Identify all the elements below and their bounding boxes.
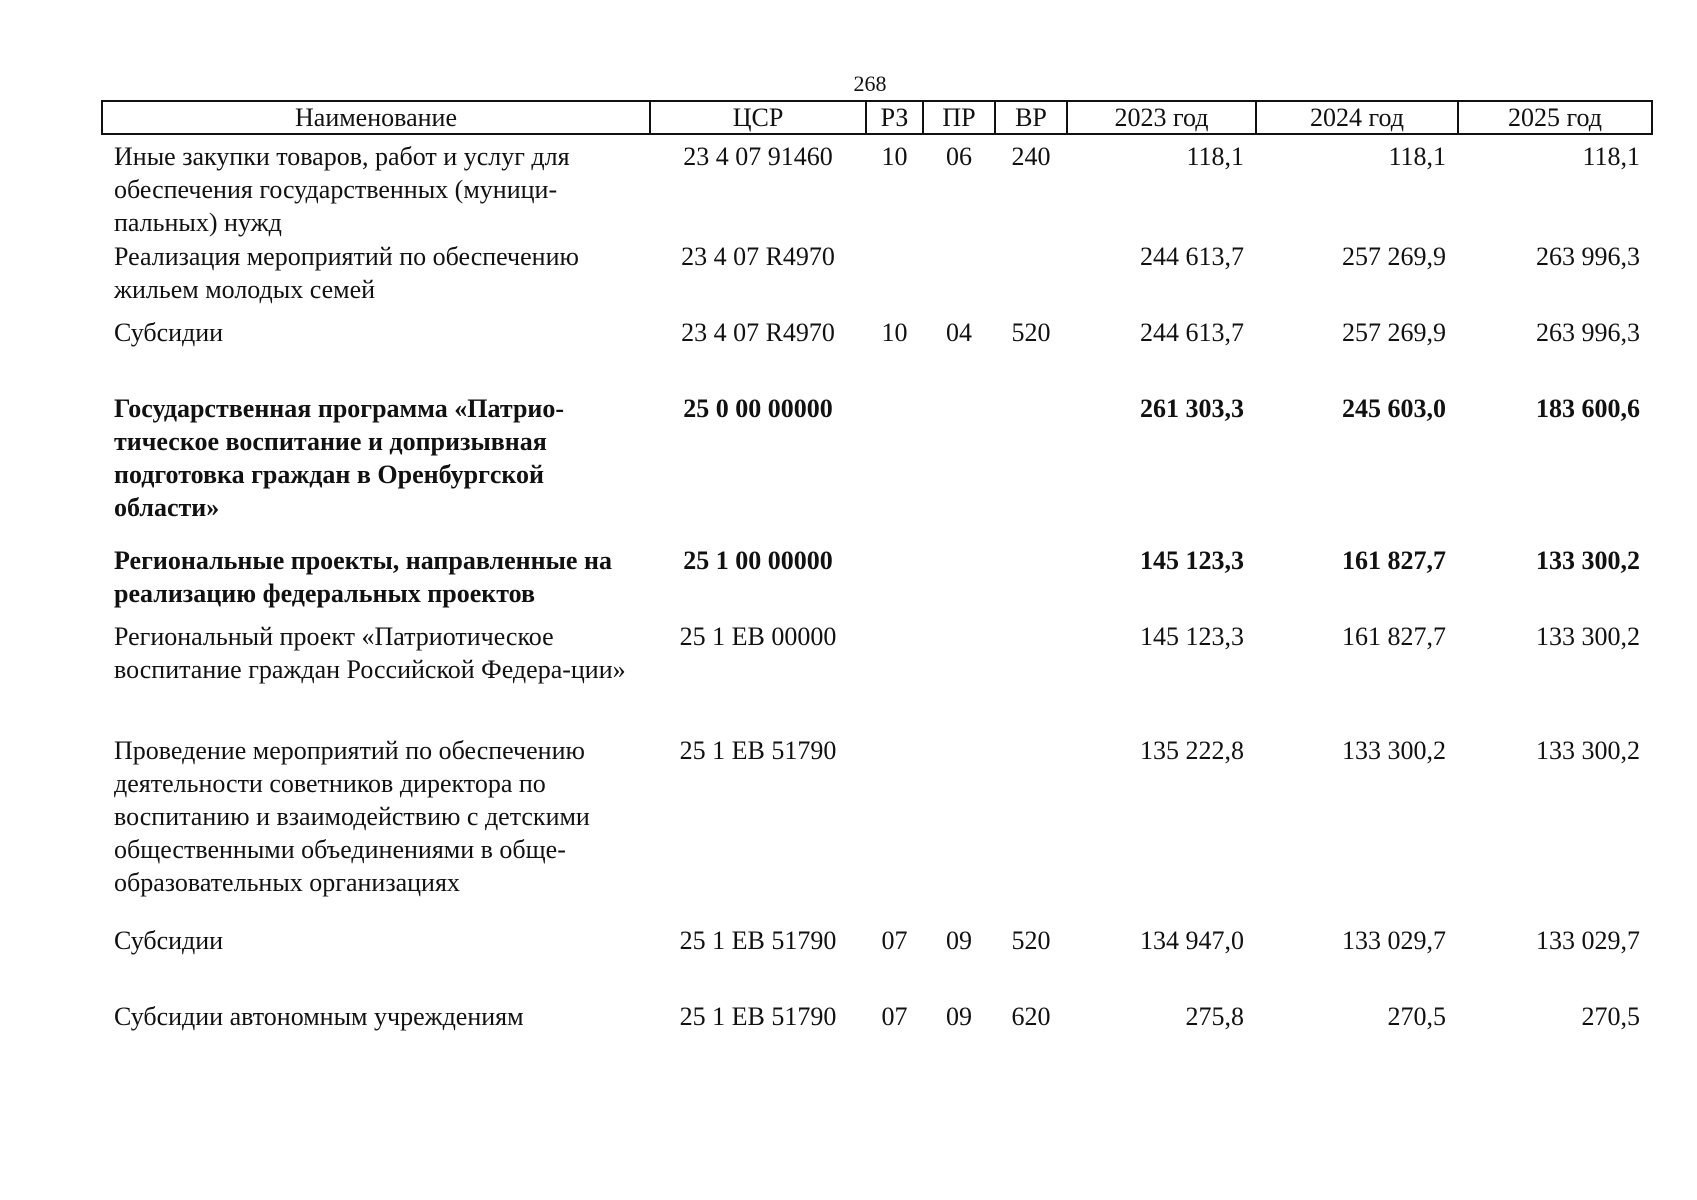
row-2024: 133 300,2	[1342, 736, 1446, 765]
row-2023: 261 303,3	[1140, 394, 1244, 423]
row-rz	[866, 544, 923, 620]
row-csr: 23 4 07 R4970	[681, 242, 835, 271]
header-2024: 2024 год	[1256, 101, 1458, 134]
row-rz: 10	[881, 318, 908, 347]
row-2024: 270,5	[1387, 1002, 1446, 1031]
row-vr: 520	[1011, 926, 1051, 955]
header-name: Наименование	[102, 101, 650, 134]
row-pr	[923, 620, 995, 734]
row-csr: 23 4 07 91460	[683, 142, 833, 171]
row-name: Субсидии	[114, 926, 224, 955]
row-2024: 245 603,0	[1342, 394, 1446, 423]
row-pr: 06	[946, 142, 972, 171]
page-number: 268	[853, 71, 887, 96]
budget-table	[101, 100, 1653, 1040]
table-row	[102, 134, 1652, 240]
row-csr: 25 1 EB 51790	[679, 1002, 837, 1031]
row-2025: 183 600,6	[1536, 394, 1640, 423]
row-vr	[995, 240, 1067, 316]
row-vr: 240	[1011, 142, 1051, 171]
row-name: Реализация мероприятий по обеспечению жильем молодых семей	[114, 242, 579, 304]
row-vr	[995, 392, 1067, 544]
row-2025: 133 300,2	[1536, 546, 1640, 575]
table-header-row	[102, 101, 1652, 134]
table-row	[102, 392, 1652, 544]
row-rz	[866, 734, 923, 924]
row-name: Проведение мероприятий по обеспечению деятельности советников директора по воспитанию и взаимодействию с детскими общественными объединениями в обще-образовательных организациях	[114, 736, 590, 897]
row-pr	[923, 392, 995, 544]
row-name: Региональные проекты, направленные на реализацию федеральных проектов	[114, 546, 612, 608]
header-csr: ЦСР	[650, 101, 866, 134]
row-rz	[866, 240, 923, 316]
row-name: Государственная программа «Патрио-тическое воспитание и допризывная подготовка граждан в Оренбургской области»	[114, 394, 565, 522]
row-2024: 257 269,9	[1342, 318, 1446, 347]
row-2025: 263 996,3	[1536, 318, 1640, 347]
row-2023: 275,8	[1185, 1002, 1244, 1031]
row-2025: 118,1	[1582, 142, 1640, 171]
row-rz	[866, 620, 923, 734]
row-csr: 23 4 07 R4970	[681, 318, 835, 347]
row-2023: 134 947,0	[1140, 926, 1244, 955]
row-name: Субсидии	[114, 318, 224, 347]
table-row	[102, 734, 1652, 924]
row-vr: 520	[1011, 318, 1051, 347]
row-rz: 10	[881, 142, 908, 171]
row-csr: 25 1 EB 00000	[679, 622, 837, 651]
row-pr: 09	[946, 926, 972, 955]
row-vr: 620	[1011, 1002, 1051, 1031]
row-csr: 25 0 00 00000	[683, 394, 833, 423]
header-rz: РЗ	[866, 101, 923, 134]
row-name: Субсидии автономным учреждениям	[114, 1002, 524, 1031]
row-2025: 133 029,7	[1536, 926, 1640, 955]
row-rz: 07	[881, 926, 908, 955]
row-pr: 09	[946, 1002, 972, 1031]
row-2025: 263 996,3	[1536, 242, 1640, 271]
row-vr	[995, 620, 1067, 734]
row-pr: 04	[946, 318, 972, 347]
row-csr: 25 1 EB 51790	[679, 736, 837, 765]
row-rz	[866, 392, 923, 544]
header-pr: ПР	[923, 101, 995, 134]
header-2025: 2025 год	[1458, 101, 1652, 134]
row-2023: 135 222,8	[1140, 736, 1244, 765]
table-row	[102, 544, 1652, 620]
table-row	[102, 620, 1652, 734]
row-2024: 161 827,7	[1342, 546, 1446, 575]
row-name: Региональный проект «Патриотическое воспитание граждан Российской Федера-ции»	[114, 622, 626, 684]
table-row	[102, 316, 1652, 392]
row-csr: 25 1 00 00000	[683, 546, 833, 575]
header-vr: ВР	[995, 101, 1067, 134]
row-vr	[995, 734, 1067, 924]
row-csr: 25 1 EB 51790	[679, 926, 837, 955]
table-row	[102, 1000, 1652, 1040]
row-vr	[995, 544, 1067, 620]
row-2024: 118,1	[1388, 142, 1446, 171]
row-2024: 161 827,7	[1342, 622, 1446, 651]
row-2024: 133 029,7	[1342, 926, 1446, 955]
row-2025: 270,5	[1581, 1002, 1640, 1031]
row-pr	[923, 240, 995, 316]
row-2023: 118,1	[1186, 142, 1244, 171]
row-rz: 07	[881, 1002, 908, 1031]
table-row	[102, 924, 1652, 1000]
row-2025: 133 300,2	[1536, 622, 1640, 651]
row-2023: 145 123,3	[1140, 622, 1244, 651]
header-2023: 2023 год	[1067, 101, 1256, 134]
row-2025: 133 300,2	[1536, 736, 1640, 765]
row-2023: 244 613,7	[1140, 242, 1244, 271]
row-2023: 244 613,7	[1140, 318, 1244, 347]
table-row	[102, 240, 1652, 316]
row-name: Иные закупки товаров, работ и услуг для обеспечения государственных (муници-пальных) нужд	[114, 142, 570, 237]
row-2023: 145 123,3	[1140, 546, 1244, 575]
row-2024: 257 269,9	[1342, 242, 1446, 271]
row-pr	[923, 734, 995, 924]
row-pr	[923, 544, 995, 620]
